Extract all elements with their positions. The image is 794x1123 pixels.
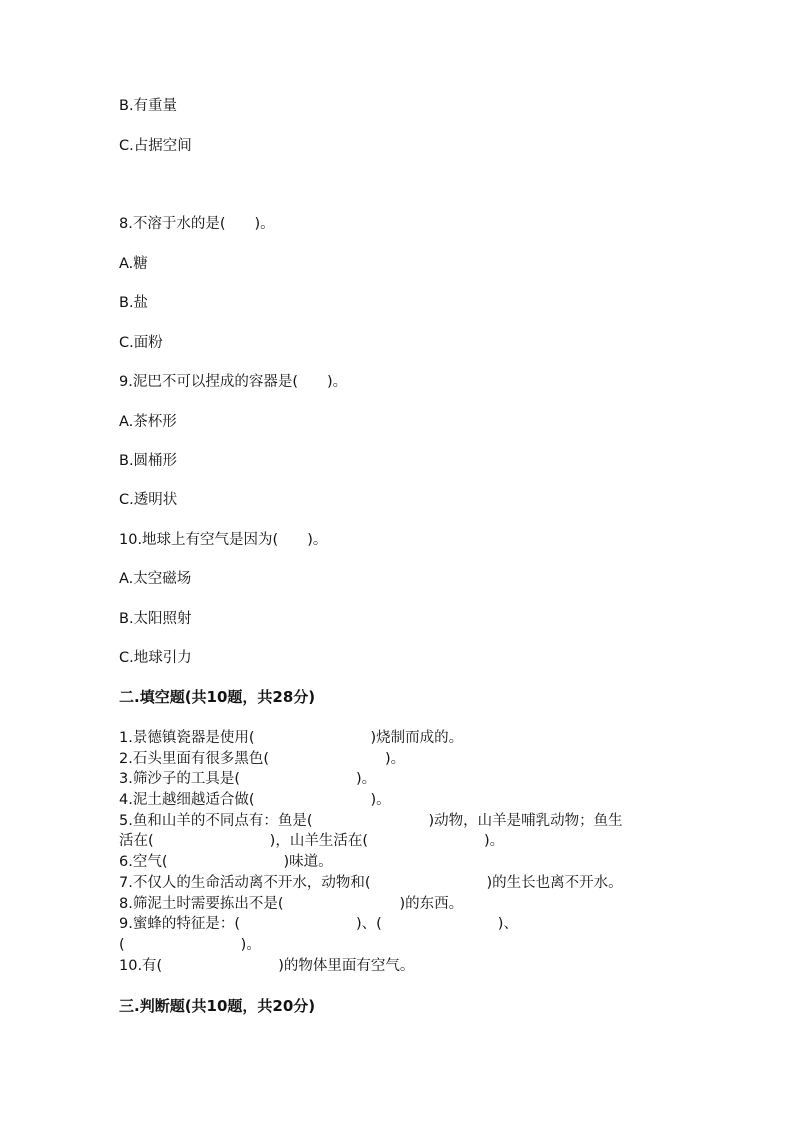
fill-line-6: 6.空气( )味道。: [119, 854, 333, 870]
fill-line-5-cont: 活在( )，山羊生活在( )。: [119, 833, 505, 849]
fill-line-10: 10.有( )的物体里面有空气。: [119, 958, 415, 974]
fill-line-5: 5.鱼和山羊的不同点有：鱼是( )动物，山羊是哺乳动物；鱼生: [119, 813, 623, 829]
q10-stem: 10.地球上有空气是因为( )。: [119, 532, 328, 548]
q7-option-b: B.有重量: [119, 98, 178, 114]
q8-option-a: A.糖: [119, 256, 148, 272]
q10-option-b: B.太阳照射: [119, 611, 192, 627]
q9-option-a: A.茶杯形: [119, 414, 177, 430]
fill-line-4: 4.泥土越细越适合做( )。: [119, 792, 391, 808]
section-2-title: 二.填空题(共10题，共28分): [119, 688, 316, 706]
fill-line-3: 3.筛沙子的工具是( )。: [119, 771, 377, 787]
q10-option-c: C.地球引力: [119, 650, 192, 666]
fill-line-2: 2.石头里面有很多黑色( )。: [119, 751, 406, 767]
fill-line-7: 7.不仅人的生命活动离不开水，动物和( )的生长也离不开水。: [119, 875, 623, 891]
fill-line-9-cont: ( )。: [119, 937, 261, 953]
q9-option-c: C.透明状: [119, 492, 178, 508]
q10-option-a: A.太空磁场: [119, 571, 192, 587]
section-3-title: 三.判断题(共10题，共20分): [119, 997, 316, 1015]
q9-option-b: B.圆桶形: [119, 453, 178, 469]
q8-stem: 8.不溶于水的是( )。: [119, 216, 275, 232]
q8-option-b: B.盐: [119, 295, 149, 311]
fill-line-8: 8.筛泥土时需要拣出不是( )的东西。: [119, 896, 464, 912]
fill-line-1: 1.景德镇瓷器是使用( )烧制而成的。: [119, 730, 464, 746]
q7-option-c: C.占据空间: [119, 138, 192, 154]
q8-option-c: C.面粉: [119, 335, 163, 351]
fill-line-9: 9.蜜蜂的特征是：( )、( )、: [119, 916, 518, 932]
q9-stem: 9.泥巴不可以捏成的容器是( )。: [119, 374, 348, 390]
